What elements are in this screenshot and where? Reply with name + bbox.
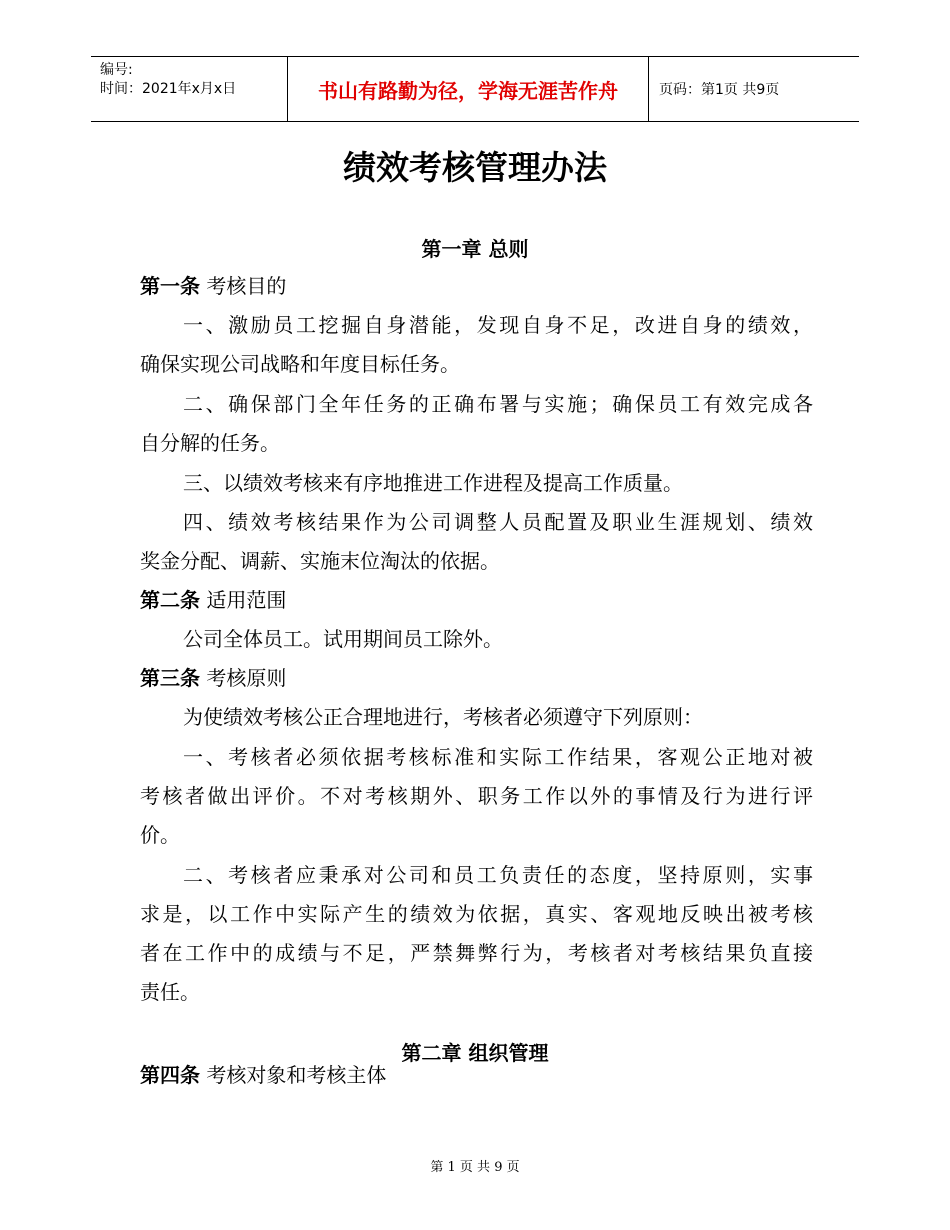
paragraph-line: 四、绩效考核结果作为公司调整人员配置及职业生涯规划、绩效 [183, 510, 813, 534]
paragraph-line: 一、激励员工挖掘自身潜能，发现自身不足，改进自身的绩效， [183, 313, 813, 337]
article-heading [140, 664, 820, 692]
header-page-info: 页码：第1页 共9页 [659, 82, 780, 98]
paragraph-line: 为使绩效考核公正合理地进行，考核者必须遵守下列原则： [183, 705, 703, 729]
paragraph-line: 自分解的任务。 [140, 431, 280, 455]
paragraph-line: 三、以绩效考核来有序地推进工作进程及提高工作质量。 [183, 471, 683, 495]
article-number: 第二条 [140, 588, 200, 612]
time-label: 时间：2021年x月x日 [100, 81, 237, 97]
paragraph-line: 价。 [140, 823, 180, 847]
paragraph-line: 者在工作中的成绩与不足，严禁舞弊行为，考核者对考核结果负直接 [140, 941, 813, 965]
chapter-heading: 第一章 总则 [421, 237, 529, 261]
article-heading [140, 1061, 820, 1089]
paragraph-line: 责任。 [140, 980, 200, 1004]
paragraph-line: 考核者做出评价。不对考核期外、职务工作以外的事情及行为进行评 [140, 784, 813, 808]
chapter-heading: 第二章 组织管理 [401, 1041, 549, 1065]
paragraph-line: 求是，以工作中实际产生的绩效为依据，真实、客观地反映出被考核 [140, 902, 813, 926]
document-header [91, 56, 859, 122]
paragraph-line: 一、考核者必须依据考核标准和实际工作结果，客观公正地对被 [183, 745, 813, 769]
page-footer: 第 1 页 共 9 页 [430, 1160, 520, 1175]
paragraph-line: 公司全体员工。试用期间员工除外。 [183, 627, 503, 651]
paragraph-line: 二、确保部门全年任务的正确布署与实施；确保员工有效完成各 [183, 392, 813, 416]
paragraph-line: 二、考核者应秉承对公司和员工负责任的态度，坚持原则，实事 [183, 863, 813, 887]
article-heading [140, 272, 820, 300]
document-title: 绩效考核管理办法 [343, 148, 607, 187]
article-number: 第三条 [140, 666, 200, 690]
article-name: 适用范围 [206, 588, 287, 612]
article-number: 第一条 [140, 274, 200, 298]
article-number: 第四条 [140, 1063, 200, 1087]
number-label: 编号: [100, 62, 133, 78]
paragraph-line: 确保实现公司战略和年度目标任务。 [140, 352, 460, 376]
article-name: 考核对象和考核主体 [206, 1063, 387, 1087]
header-motto: 书山有路勤为径，学海无涯苦作舟 [287, 57, 649, 121]
paragraph-line: 奖金分配、调薪、实施末位淘汰的依据。 [140, 549, 500, 573]
header-meta [91, 57, 287, 121]
article-name: 考核目的 [206, 274, 287, 298]
article-name: 考核原则 [206, 666, 287, 690]
article-heading [140, 586, 820, 614]
